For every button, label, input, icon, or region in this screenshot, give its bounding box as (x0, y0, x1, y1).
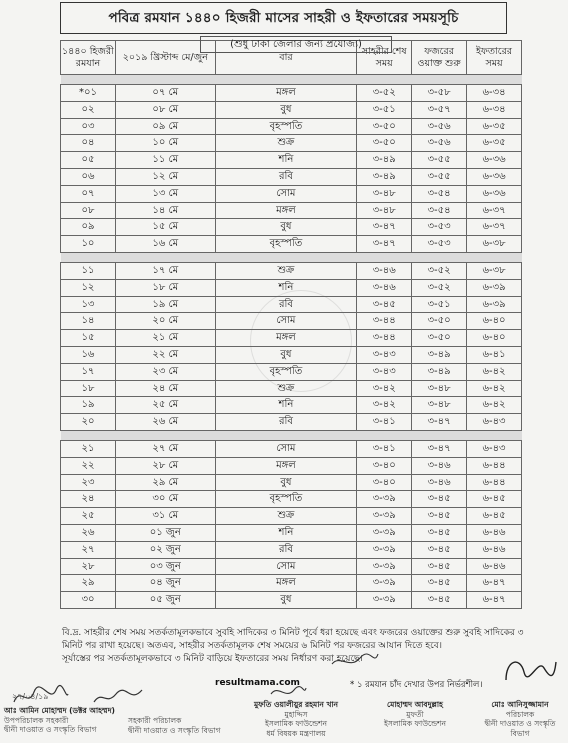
cell-gregorian-date: ০৮ মে (115, 101, 215, 118)
signature-scribble-3 (268, 682, 308, 702)
cell-hijri-day: ০৩ (61, 118, 116, 135)
header-gregorian: ২০১৯ খ্রিস্টাব্দ মে/জুন (115, 41, 215, 75)
cell-weekday: বৃহস্পতি (215, 491, 357, 508)
cell-fajr-time: ৩-৫২ (412, 262, 467, 279)
cell-gregorian-date: ২৪ মে (115, 380, 215, 397)
cell-weekday: শুক্র (215, 262, 357, 279)
cell-sehri-time: ৩-৪০ (357, 457, 412, 474)
cell-sehri-time: ৩-৩৯ (357, 575, 412, 592)
cell-gregorian-date: ০৩ জুন (115, 558, 215, 575)
cell-hijri-day: ১৯ (61, 397, 116, 414)
cell-iftar-time: ৬-৪৪ (467, 457, 522, 474)
signature-scribble-4 (330, 650, 380, 672)
cell-fajr-time: ৩-৪৬ (412, 457, 467, 474)
cell-hijri-day: ২৪ (61, 491, 116, 508)
table-row (61, 558, 522, 575)
table-row (61, 101, 522, 118)
cell-fajr-time: ৩-৫৫ (412, 152, 467, 169)
cell-iftar-time: ৬-৪৬ (467, 541, 522, 558)
table-row (61, 279, 522, 296)
cell-fajr-time: ৩-৪৯ (412, 346, 467, 363)
cell-gregorian-date: ১৬ মে (115, 236, 215, 253)
cell-weekday: শনি (215, 397, 357, 414)
table-row (61, 457, 522, 474)
signatory-name: মুফতি ওয়ালীয়ুর রহমান খান (253, 700, 339, 709)
cell-sehri-time: ৩-৪৭ (357, 236, 412, 253)
cell-iftar-time: ৬-৪০ (467, 313, 522, 330)
cell-gregorian-date: ০৪ জুন (115, 575, 215, 592)
signature-scribble-5 (500, 652, 560, 686)
cell-iftar-time: ৬-৩৮ (467, 262, 522, 279)
cell-sehri-time: ৩-৪৫ (357, 296, 412, 313)
table-row (61, 185, 522, 202)
header-hijri: ১৪৪০ হিজরী রমযান (61, 41, 116, 75)
cell-gregorian-date: ১৮ মে (115, 279, 215, 296)
signatory-name: মোহাম্মদ আবদুল্লাহ (387, 700, 443, 709)
cell-iftar-time: ৬-৪৭ (467, 575, 522, 592)
cell-fajr-time: ৩-৫৩ (412, 236, 467, 253)
cell-fajr-time: ৩-৫৩ (412, 219, 467, 236)
cell-sehri-time: ৩-৪৪ (357, 330, 412, 347)
cell-sehri-time: ৩-৪১ (357, 440, 412, 457)
cell-fajr-time: ৩-৪৭ (412, 414, 467, 431)
cell-weekday: শুক্র (215, 508, 357, 525)
cell-iftar-time: ৬-৩৯ (467, 279, 522, 296)
cell-gregorian-date: ১২ মে (115, 168, 215, 185)
cell-fajr-time: ৩-৪৭ (412, 440, 467, 457)
table-row (61, 135, 522, 152)
cell-weekday: রবি (215, 541, 357, 558)
cell-fajr-time: ৩-৪৫ (412, 491, 467, 508)
cell-gregorian-date: ১৫ মে (115, 219, 215, 236)
schedule-table (60, 40, 522, 609)
signatory-role: পরিচালক (505, 709, 535, 719)
cell-gregorian-date: ০৯ মে (115, 118, 215, 135)
cell-gregorian-date: ১১ মে (115, 152, 215, 169)
table-row (61, 236, 522, 253)
cell-sehri-time: ৩-৪৮ (357, 202, 412, 219)
cell-iftar-time: ৬-৩৪ (467, 85, 522, 102)
cell-fajr-time: ৩-৫৪ (412, 185, 467, 202)
cell-weekday: শনি (215, 524, 357, 541)
cell-iftar-time: ৬-৪৫ (467, 491, 522, 508)
table-row (61, 363, 522, 380)
cell-hijri-day: ২০ (61, 414, 116, 431)
cell-sehri-time: ৩-৩৯ (357, 508, 412, 525)
cell-iftar-time: ৬-৩৪ (467, 101, 522, 118)
cell-sehri-time: ৩-৩৯ (357, 558, 412, 575)
cell-fajr-time: ৩-৫৫ (412, 168, 467, 185)
cell-gregorian-date: ০২ জুন (115, 541, 215, 558)
table-row (61, 414, 522, 431)
cell-hijri-day: ০২ (61, 101, 116, 118)
cell-weekday: বুধ (215, 346, 357, 363)
cell-weekday: বুধ (215, 101, 357, 118)
cell-weekday: রবি (215, 414, 357, 431)
cell-iftar-time: ৬-৪৭ (467, 592, 522, 609)
cell-gregorian-date: ১৪ মে (115, 202, 215, 219)
cell-hijri-day: ০৮ (61, 202, 116, 219)
cell-gregorian-date: ১৯ মে (115, 296, 215, 313)
cell-hijri-day: ১১ (61, 262, 116, 279)
footnote (62, 627, 524, 666)
cell-fajr-time: ৩-৫৪ (412, 202, 467, 219)
section-separator (61, 252, 522, 262)
cell-sehri-time: ৩-৫২ (357, 85, 412, 102)
cell-fajr-time: ৩-৫৬ (412, 118, 467, 135)
cell-fajr-time: ৩-৪৮ (412, 380, 467, 397)
cell-fajr-time: ৩-৫৭ (412, 101, 467, 118)
cell-fajr-time: ৩-৪৫ (412, 541, 467, 558)
cell-gregorian-date: ৩০ মে (115, 491, 215, 508)
cell-iftar-time: ৬-৩৫ (467, 118, 522, 135)
signature-block-2 (128, 716, 228, 735)
cell-hijri-day: ২৫ (61, 508, 116, 525)
cell-gregorian-date: ০৫ জুন (115, 592, 215, 609)
cell-iftar-time: ৬-৪২ (467, 363, 522, 380)
signature-block-1 (4, 692, 124, 735)
header-fajr: ফজরের ওয়াক্ত শুরু (412, 41, 467, 75)
cell-iftar-time: ৬-৪৪ (467, 474, 522, 491)
cell-weekday: সোম (215, 185, 357, 202)
cell-gregorian-date: ২০ মে (115, 313, 215, 330)
cell-sehri-time: ৩-৪৮ (357, 185, 412, 202)
table-row (61, 491, 522, 508)
table-row (61, 330, 522, 347)
header-iftar: ইফতারের সময় (467, 41, 522, 75)
cell-sehri-time: ৩-৩৯ (357, 524, 412, 541)
table-row (61, 397, 522, 414)
cell-sehri-time: ৩-৩৯ (357, 541, 412, 558)
cell-gregorian-date: ২৭ মে (115, 440, 215, 457)
ministry-name: ধর্ম বিষয়ক মন্ত্রণালয় (266, 728, 326, 738)
table-row (61, 219, 522, 236)
cell-sehri-time: ৩-৪৩ (357, 346, 412, 363)
signature-block-3 (236, 700, 356, 738)
cell-gregorian-date: ২৮ মে (115, 457, 215, 474)
cell-iftar-time: ৬-৩৭ (467, 219, 522, 236)
cell-weekday: মঙ্গল (215, 575, 357, 592)
cell-sehri-time: ৩-৪৯ (357, 152, 412, 169)
cell-weekday: শনি (215, 152, 357, 169)
cell-gregorian-date: ১৩ মে (115, 185, 215, 202)
cell-weekday: বৃহস্পতি (215, 236, 357, 253)
cell-gregorian-date: ২৫ মে (115, 397, 215, 414)
cell-weekday: বৃহস্পতি (215, 118, 357, 135)
cell-fajr-time: ৩-৪৮ (412, 397, 467, 414)
cell-weekday: মঙ্গল (215, 330, 357, 347)
cell-sehri-time: ৩-৪১ (357, 414, 412, 431)
cell-gregorian-date: ০১ জুন (115, 524, 215, 541)
cell-weekday: মঙ্গল (215, 457, 357, 474)
cell-gregorian-date: ২২ মে (115, 346, 215, 363)
cell-hijri-day: ০৭ (61, 185, 116, 202)
cell-gregorian-date: ০৭ মে (115, 85, 215, 102)
cell-sehri-time: ৩-৪৭ (357, 219, 412, 236)
cell-sehri-time: ৩-৪২ (357, 380, 412, 397)
cell-fajr-time: ৩-৪৫ (412, 524, 467, 541)
cell-sehri-time: ৩-৫১ (357, 101, 412, 118)
cell-sehri-time: ৩-৩৯ (357, 592, 412, 609)
table-row (61, 118, 522, 135)
cell-weekday: সোম (215, 558, 357, 575)
signatory-role: মুফতী (406, 709, 424, 719)
header-day: বার (215, 41, 357, 75)
cell-sehri-time: ৩-৪৬ (357, 262, 412, 279)
moon-sighting-note: * ১ রমযান চাঁদ দেখার উপর নির্ভরশীল। (350, 680, 483, 690)
cell-iftar-time: ৬-৪১ (467, 346, 522, 363)
cell-hijri-day: ১৬ (61, 346, 116, 363)
cell-hijri-day: ১৩ (61, 296, 116, 313)
table-row (61, 262, 522, 279)
cell-sehri-time: ৩-৪৬ (357, 279, 412, 296)
cell-gregorian-date: ১৭ মে (115, 262, 215, 279)
cell-hijri-day: ২২ (61, 457, 116, 474)
section-separator (61, 430, 522, 440)
cell-iftar-time: ৬-৪৩ (467, 440, 522, 457)
cell-gregorian-date: ২১ মে (115, 330, 215, 347)
cell-gregorian-date: ২৩ মে (115, 363, 215, 380)
cell-weekday: রবি (215, 168, 357, 185)
signatory-org: দ্বীনী দাওয়াত ও সংস্কৃতি বিভাগ (128, 725, 221, 735)
cell-hijri-day: ১৪ (61, 313, 116, 330)
signatory-org: ইসলামিক ফাউন্ডেশন (265, 719, 327, 728)
cell-iftar-time: ৬-৩৮ (467, 236, 522, 253)
footnote-line-2: সূর্যাস্তের পর সতর্কতামূলকভাবে ৩ মিনিট বাড়িয়ে ইফতারের সময় নির্ধারণ করা হয়েছে। (62, 654, 363, 664)
table-row (61, 296, 522, 313)
table-row (61, 168, 522, 185)
cell-iftar-time: ৬-৪৬ (467, 558, 522, 575)
cell-hijri-day: ২৭ (61, 541, 116, 558)
cell-fajr-time: ৩-৫৮ (412, 85, 467, 102)
cell-hijri-day: ২৬ (61, 524, 116, 541)
cell-weekday: মঙ্গল (215, 202, 357, 219)
signatory-role: উপপরিচালক সহকারী (4, 715, 69, 725)
cell-iftar-time: ৬-৩৬ (467, 185, 522, 202)
footnote-line-1: বি.দ্র. সাহরীর শেষ সময় সতর্কতামূলকভাবে সুবহি সাদিকের ৩ মিনিট পূর্বে ধরা হয়েছে এবং ফজরের ওয়াক্তের শুরু সুবহি সাদিকের ৩ মিনিট পর রাখা হয়েছে। অতএব, সাহরীর সতর্কতামূলক শেষ সময়ের ৬ মিনিট পর ফজরের আযান দিতে হবে। (62, 628, 524, 651)
cell-gregorian-date: ৩১ মে (115, 508, 215, 525)
table-row (61, 85, 522, 102)
cell-iftar-time: ৬-৩৭ (467, 202, 522, 219)
cell-fajr-time: ৩-৪৯ (412, 363, 467, 380)
cell-weekday: বুধ (215, 592, 357, 609)
table-row (61, 440, 522, 457)
table-row (61, 508, 522, 525)
cell-iftar-time: ৬-৪৩ (467, 414, 522, 431)
cell-hijri-day: ১৮ (61, 380, 116, 397)
cell-sehri-time: ৩-৫০ (357, 118, 412, 135)
cell-hijri-day: ১৭ (61, 363, 116, 380)
cell-iftar-time: ৬-৪২ (467, 380, 522, 397)
cell-sehri-time: ৩-৫০ (357, 135, 412, 152)
table-row (61, 575, 522, 592)
cell-iftar-time: ৬-৪৬ (467, 524, 522, 541)
cell-gregorian-date: ২৬ মে (115, 414, 215, 431)
table-row (61, 202, 522, 219)
header-sehri: সাহরীর শেষ সময় (357, 41, 412, 75)
cell-hijri-day: *০১ (61, 85, 116, 102)
cell-sehri-time: ৩-৪৪ (357, 313, 412, 330)
table-row (61, 524, 522, 541)
cell-iftar-time: ৬-৪৫ (467, 508, 522, 525)
cell-hijri-day: ০৫ (61, 152, 116, 169)
cell-weekday: রবি (215, 296, 357, 313)
website-watermark: resultmama.com (215, 678, 300, 688)
cell-hijri-day: ৩০ (61, 592, 116, 609)
schedule-body (61, 75, 522, 609)
signatory-name: আঃ আমিন মোহাম্মদ (ডক্টর আহম্মদ) (4, 706, 115, 715)
cell-sehri-time: ৩-৪২ (357, 397, 412, 414)
cell-hijri-day: ১৫ (61, 330, 116, 347)
cell-iftar-time: ৬-৪০ (467, 330, 522, 347)
cell-hijri-day: ২৯ (61, 575, 116, 592)
table-row (61, 474, 522, 491)
table-row (61, 541, 522, 558)
cell-fajr-time: ৩-৫১ (412, 296, 467, 313)
cell-weekday: শুক্র (215, 380, 357, 397)
cell-sehri-time: ৩-৪৩ (357, 363, 412, 380)
cell-weekday: সোম (215, 313, 357, 330)
table-row (61, 152, 522, 169)
cell-hijri-day: ১২ (61, 279, 116, 296)
signatory-org: ইসলামিক ফাউন্ডেশন (384, 719, 446, 728)
signatory-role: সহকারী পরিচালক (128, 716, 182, 725)
cell-hijri-day: ০৪ (61, 135, 116, 152)
cell-hijri-day: ২১ (61, 440, 116, 457)
cell-hijri-day: ০৬ (61, 168, 116, 185)
cell-fajr-time: ৩-৫০ (412, 313, 467, 330)
cell-fajr-time: ৩-৪৫ (412, 592, 467, 609)
cell-weekday: বৃহস্পতি (215, 363, 357, 380)
cell-iftar-time: ৬-৩৬ (467, 168, 522, 185)
cell-iftar-time: ৬-৩৬ (467, 152, 522, 169)
cell-weekday: বুধ (215, 219, 357, 236)
cell-weekday: মঙ্গল (215, 85, 357, 102)
cell-iftar-time: ৬-৪২ (467, 397, 522, 414)
cell-hijri-day: ১০ (61, 236, 116, 253)
cell-iftar-time: ৬-৩৯ (467, 296, 522, 313)
cell-sehri-time: ৩-৩৯ (357, 491, 412, 508)
cell-fajr-time: ৩-৪৫ (412, 558, 467, 575)
cell-sehri-time: ৩-৪৯ (357, 168, 412, 185)
cell-iftar-time: ৬-৩৫ (467, 135, 522, 152)
table-row (61, 592, 522, 609)
subtitle: (শুধু ঢাকা জেলার জন্য প্রযোজ্য) (200, 36, 392, 53)
cell-gregorian-date: ২৯ মে (115, 474, 215, 491)
cell-fajr-time: ৩-৪৫ (412, 508, 467, 525)
section-separator (61, 75, 522, 85)
cell-sehri-time: ৩-৪০ (357, 474, 412, 491)
table-row (61, 380, 522, 397)
cell-hijri-day: ০৯ (61, 219, 116, 236)
signature-block-5 (474, 700, 566, 738)
cell-fajr-time: ৩-৫২ (412, 279, 467, 296)
page-title: পবিত্র রমযান ১৪৪০ হিজরী মাসের সাহরী ও ইফতারের সময়সূচি (60, 2, 507, 34)
cell-weekday: বুধ (215, 474, 357, 491)
table-row (61, 313, 522, 330)
cell-weekday: শনি (215, 279, 357, 296)
cell-gregorian-date: ১০ মে (115, 135, 215, 152)
signatory-role: মুহাদ্দিস (284, 709, 308, 719)
signatory-name: মোঃ আনিসুজ্জামান (491, 700, 549, 709)
cell-hijri-day: ২৩ (61, 474, 116, 491)
cell-fajr-time: ৩-৫০ (412, 330, 467, 347)
cell-weekday: সোম (215, 440, 357, 457)
cell-hijri-day: ২৮ (61, 558, 116, 575)
table-row (61, 346, 522, 363)
signature-date: ২৭/০৪/১৯ (12, 692, 49, 701)
signatory-org: দ্বীনী দাওয়াত ও সংস্কৃতি বিভাগ (4, 725, 97, 734)
cell-fajr-time: ৩-৫৬ (412, 135, 467, 152)
signature-block-4 (360, 700, 470, 729)
cell-weekday: শুক্র (215, 135, 357, 152)
cell-fajr-time: ৩-৪৬ (412, 474, 467, 491)
cell-fajr-time: ৩-৪৫ (412, 575, 467, 592)
signatory-org: দ্বীনী দাওয়াত ও সংস্কৃতি বিভাগ (484, 719, 556, 738)
